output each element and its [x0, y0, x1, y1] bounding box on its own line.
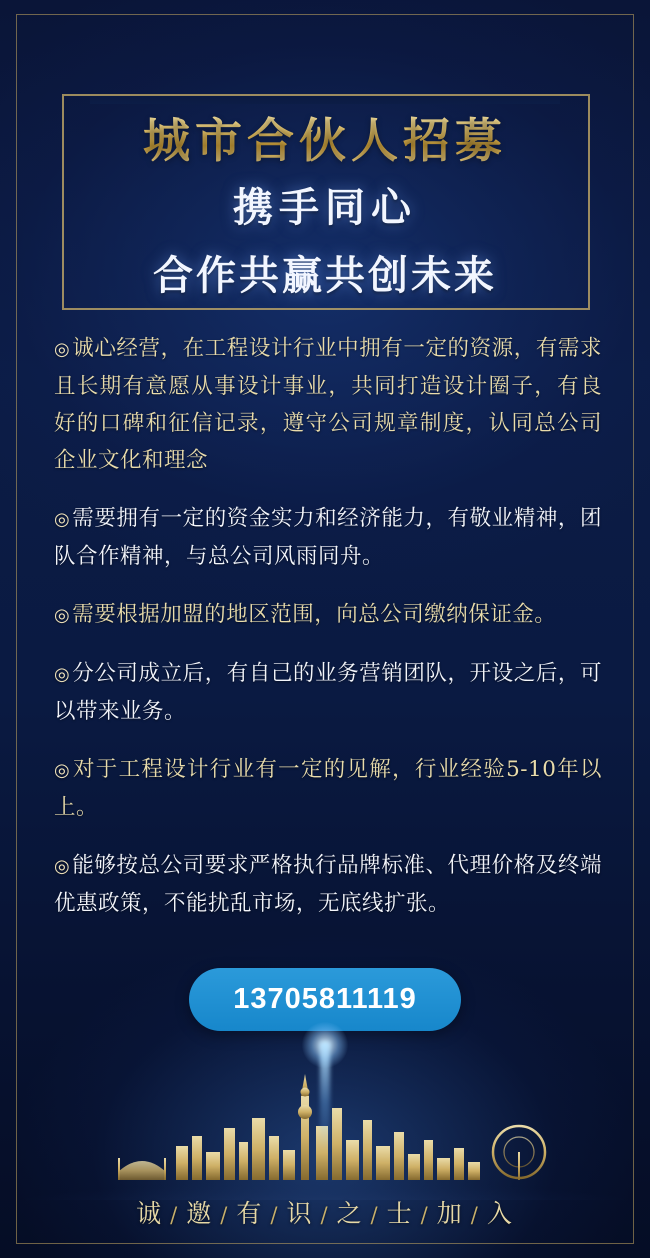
bullet-icon: ◎ — [54, 509, 71, 530]
slogan-char: 士 — [386, 1199, 414, 1228]
slogan-char: 诚 — [136, 1199, 164, 1228]
requirement-text: 对于工程设计行业有一定的见解，行业经验5-10年以上。 — [54, 757, 602, 820]
bullet-icon: ◎ — [54, 605, 71, 626]
slogan-char: 加 — [436, 1199, 464, 1228]
slogan-separator: / — [420, 1203, 430, 1227]
page-title: 城市合伙人招募 — [0, 104, 650, 171]
slogan-char: 入 — [486, 1199, 514, 1228]
subtitle-line-2: 合作共赢共创未来 — [153, 252, 497, 299]
requirement-item — [54, 330, 602, 479]
requirements-list — [54, 330, 602, 943]
bullet-icon: ◎ — [54, 760, 72, 781]
slogan-separator: / — [170, 1203, 180, 1227]
skyline-light-beam — [320, 1042, 330, 1152]
requirement-text: 能够按总公司要求严格执行品牌标准、代理价格及终端优惠政策，不能扰乱市场，无底线扩张。 — [54, 853, 602, 916]
slogan-char: 识 — [286, 1199, 314, 1228]
slogan-separator: / — [370, 1203, 380, 1227]
requirement-item — [54, 596, 602, 634]
slogan-separator: / — [220, 1203, 230, 1227]
requirement-text: 分公司成立后，有自己的业务营销团队，开设之后，可以带来业务。 — [54, 661, 602, 724]
slogan-char: 之 — [336, 1199, 364, 1228]
bullet-icon: ◎ — [54, 856, 71, 877]
slogan-separator: / — [320, 1203, 330, 1227]
bullet-icon: ◎ — [54, 664, 71, 685]
title-notch-decoration — [90, 96, 560, 104]
phone-number-button[interactable]: 13705811119 — [189, 968, 461, 1031]
requirement-item — [54, 655, 602, 730]
slogan-char: 邀 — [186, 1199, 214, 1228]
requirement-text: 需要拥有一定的资金实力和经济能力，有敬业精神，团队合作精神，与总公司风雨同舟。 — [54, 506, 602, 569]
requirement-item — [54, 500, 602, 575]
bottom-slogan — [0, 1194, 650, 1230]
requirement-text: 需要根据加盟的地区范围，向总公司缴纳保证金。 — [72, 602, 557, 627]
bullet-icon: ◎ — [54, 339, 71, 360]
slogan-separator: / — [470, 1203, 480, 1227]
subtitle-line-1: 携手同心 — [233, 184, 417, 231]
requirement-item — [54, 751, 602, 826]
requirement-text: 诚心经营，在工程设计行业中拥有一定的资源，有需求且长期有意愿从事设计事业，共同打造设计圈子，有良好的口碑和征信记录，遵守公司规章制度，认同总公司企业文化和理念 — [54, 336, 602, 473]
requirement-item — [54, 847, 602, 922]
city-skyline-illustration — [0, 1000, 650, 1200]
slogan-char: 有 — [236, 1199, 264, 1228]
slogan-separator: / — [270, 1203, 280, 1227]
